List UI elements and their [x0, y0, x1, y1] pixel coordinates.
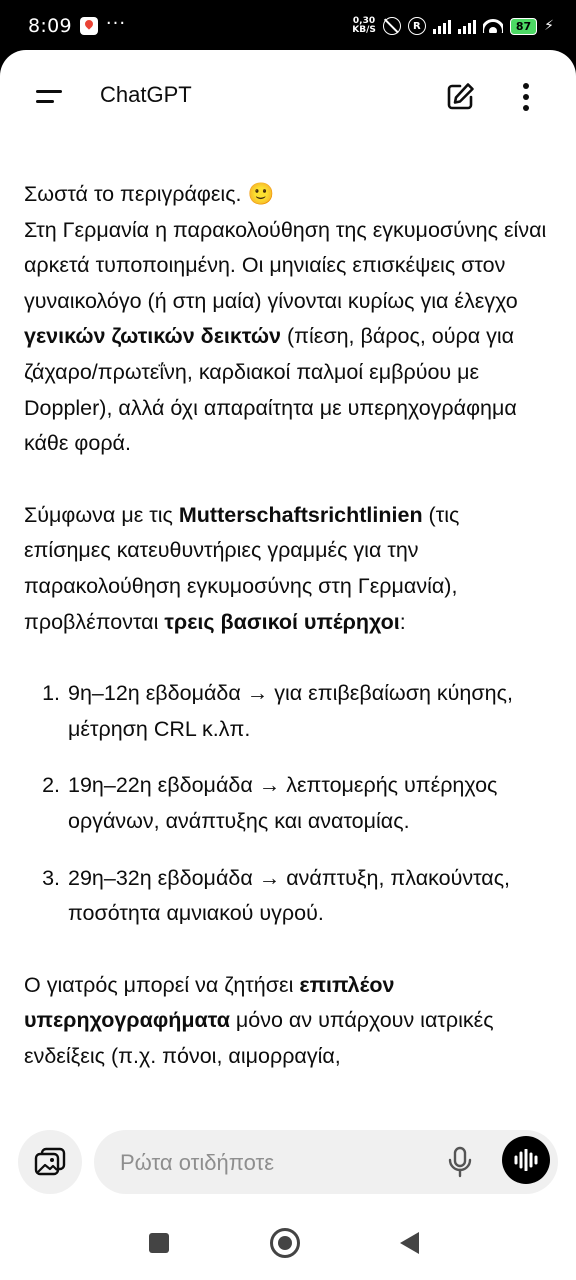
message-paragraph-2 — [24, 498, 552, 640]
message-input-pill — [94, 1130, 558, 1194]
status-time: 8:09 — [28, 15, 72, 37]
status-bar — [0, 0, 576, 52]
message-paragraph-1 — [24, 177, 552, 462]
message-paragraph-3 — [24, 968, 552, 1075]
list-item: 1. 9η–12η εβδομάδα → για επιβεβαίωση κύησης, μέτρηση CRL κ.λπ. — [66, 676, 552, 747]
message-text: Ο γιατρός μπορεί να ζητήσει — [24, 972, 300, 997]
more-notifications-icon: ··· — [105, 12, 127, 34]
home-circle-icon[interactable] — [270, 1228, 300, 1258]
scroll-fade — [0, 1090, 576, 1120]
network-speed — [352, 17, 376, 35]
network-speed-unit: KB/S — [352, 25, 376, 35]
assistant-message — [24, 177, 552, 1117]
signal-1-icon — [433, 18, 451, 34]
battery-icon: 87 — [510, 18, 537, 35]
back-triangle-icon[interactable] — [400, 1232, 419, 1254]
message-text: Στη Γερμανία η παρακολούθηση της εγκυμοσύνης είναι αρκετά τυποποιημένη. Οι μηνιαίες επισκέψεις στον γυναικολόγο (ή στη μαία) γίνονται κυρίως για έλεγχο — [24, 217, 547, 313]
message-bold: τρεις βασικοί υπέρηχοι — [164, 609, 400, 634]
composer-bar — [0, 1122, 576, 1202]
message-input[interactable] — [118, 1130, 442, 1196]
message-text: Σύμφωνα με τις — [24, 502, 179, 527]
charging-icon: ⚡ — [544, 18, 554, 34]
list-item: 2. 19η–22η εβδομάδα → λεπτομερής υπέρηχος οργάνων, ανάπτυξης και ανατομίας. — [66, 768, 552, 839]
voice-mode-icon[interactable] — [502, 1136, 550, 1184]
ultrasound-list — [24, 676, 552, 932]
app-title: ChatGPT — [100, 82, 192, 107]
network-speed-value: 0,30 — [352, 16, 376, 26]
chatgpt-app — [0, 50, 576, 1202]
message-bold: επιπλέον υπερηχογραφήματα — [24, 972, 395, 1033]
mute-icon — [383, 17, 401, 35]
message-text: : — [399, 609, 406, 634]
more-vert-icon[interactable] — [512, 80, 540, 114]
image-attach-icon[interactable] — [18, 1130, 82, 1194]
menu-icon[interactable] — [30, 84, 64, 110]
new-chat-icon[interactable] — [443, 80, 477, 114]
wifi-icon — [483, 19, 503, 33]
signal-2-icon — [458, 18, 476, 34]
microphone-icon[interactable] — [446, 1146, 474, 1178]
maps-notification-icon — [80, 17, 98, 35]
message-bold: γενικών ζωτικών δεικτών — [24, 324, 281, 349]
recents-square-icon[interactable] — [149, 1233, 169, 1253]
system-nav-bar — [0, 1202, 576, 1280]
app-header — [0, 50, 576, 144]
message-intro: Σωστά το περιγράφεις. 🙂 — [24, 182, 275, 206]
message-text: μόνο αν υπάρχουν ιατρικές ενδείξεις (π.χ. πόνοι, αιμορραγία, — [24, 1008, 494, 1068]
list-item: 3. 29η–32η εβδομάδα → ανάπτυξη, πλακούντας, ποσότητα αμνιακού υγρού. — [66, 861, 552, 932]
registered-icon: R — [408, 17, 426, 35]
message-text: (τις επίσημες κατευθυντήριες γραμμές για την παρακολούθηση εγκυμοσύνης στη Γερμανία), προβλέπονται — [24, 502, 460, 634]
message-bold: Mutterschaftsrichtlinien — [178, 502, 423, 527]
message-text: (πίεση, βάρος, ούρα για ζάχαρο/πρωτεΐνη, καρδιακοί παλμοί εμβρύου με Doppler), αλλά όχι απαραίτητα με υπερηχογράφημα κάθε φορά. — [24, 324, 517, 456]
